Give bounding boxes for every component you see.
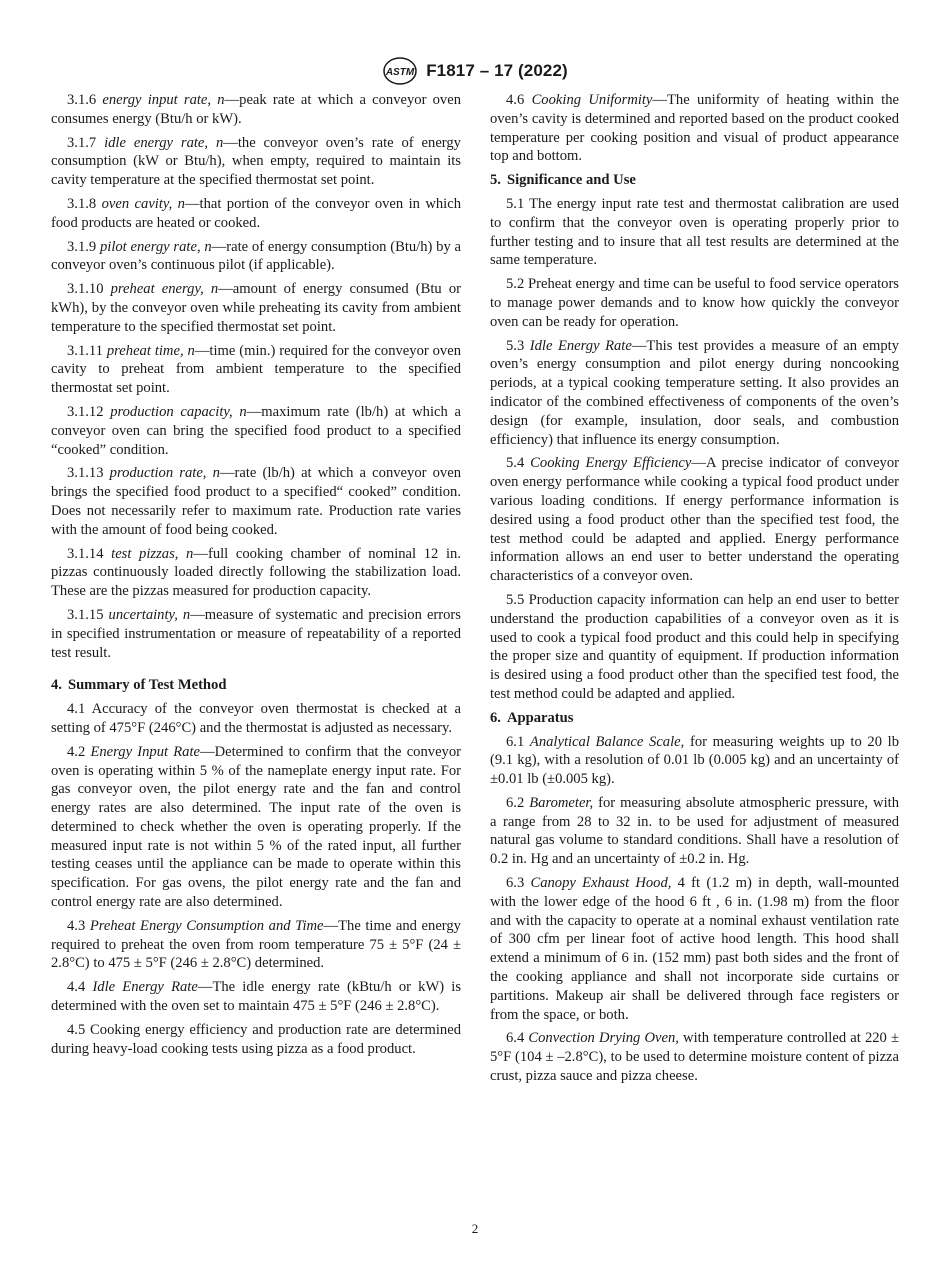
section-6-heading: 6. Apparatus bbox=[490, 709, 574, 726]
paragraph-4-1: 4.1 Accuracy of the conveyor oven thermostat is checked at a setting of 475°F (246°C) and the thermostat is adjusted as necessary. bbox=[51, 701, 462, 736]
definition-3-1-7: 3.1.7 idle energy rate, n—the conveyor oven’s rate of energy consumption (kW or Btu/h), when empty, required to maintain its cavity temperature at the specified thermostat set point. bbox=[51, 134, 461, 189]
page-header bbox=[0, 56, 950, 91]
left-column bbox=[51, 91, 461, 1063]
section-5-heading: 5. Significance and Use bbox=[490, 172, 636, 189]
paragraph-4-2: 4.2 Energy Input Rate—Determined to confirm that the conveyor oven is operating within 5 % of the nameplate energy input rate. For gas conveyor oven, the pilot energy rate and the fan and control energy rates are also determined. The input rate of the oven is determined to check whether the oven is operating properly. If the measured input rate is not within 5 % of the rated input, all further testing ceases until the appliance can be made to operate within this specification. For gas ovens, the pilot energy rate and the fan and control energy rate are also determined. bbox=[51, 743, 461, 911]
paragraph-6-2: 6.2 Barometer, for measuring absolute atmospheric pressure, with a range from 28 to 32 in. to be used for adjustment of measured natural gas volume to standard conditions. Shall have a resolution of 0.2 in. Hg and an uncertainty of ±0.2 in. Hg. bbox=[490, 794, 899, 868]
definition-3-1-9: 3.1.9 pilot energy rate, n—rate of energy consumption (Btu/h) by a conveyor oven’s continuous pilot (if applicable). bbox=[51, 238, 461, 274]
paragraph-4-6: 4.6 Cooking Uniformity—The uniformity of heating within the oven’s cavity is determined and reported based on the product cooked temperature per cooking position and visual of product appearance top and bottom. bbox=[490, 92, 899, 165]
definition-3-1-8: 3.1.8 oven cavity, n—that portion of the conveyor oven in which food products are heated or cooked. bbox=[51, 195, 462, 231]
paragraph-6-1: 6.1 Analytical Balance Scale, for measuring weights up to 20 lb (9.1 kg), with a resolution of 0.01 lb (0.005 kg) and an uncertainty of ±0.01 lb (±0.005 kg). bbox=[490, 733, 900, 788]
definition-3-1-14: 3.1.14 test pizzas, n—full cooking chamber of nominal 12 in. pizzas continuously loaded directly following the stabilization load. These are the pizzas measured for production capacity. bbox=[51, 545, 461, 600]
document-id: F1817 – 17 (2022) bbox=[426, 61, 568, 80]
paragraph-5-3: 5.3 Idle Energy Rate—This test provides a measure of an empty oven’s energy consumption and pilot energy during noncooking periods, at a typical cooking temperature setting. It also provides an indicator of the combined effectiveness of components of the oven’s design (for example, insulation, door seals, and combustion efficiency) that influence its energy consumption. bbox=[490, 337, 899, 448]
section-4-heading: 4. Summary of Test Method bbox=[51, 677, 227, 694]
definition-3-1-13: 3.1.13 production rate, n—rate (lb/h) at which a conveyor oven brings the specified food product to a specified“ cooked” condition. Does not necessarily refer to maximum rate. Production rate varies with the amount of food being cooked. bbox=[51, 465, 461, 538]
paragraph-5-4: 5.4 Cooking Energy Efficiency—A precise indicator of conveyor oven energy performance while cooking a typical food product under various loading conditions. If energy performance information is desired using a food product other than the specified test food, the test method could be adapted and applied. Energy performance information allows an end user to better understand the operating characteristics of a conveyor oven. bbox=[490, 455, 899, 585]
paragraph-5-1: 5.1 The energy input rate test and thermostat calibration are used to confirm that the conveyor oven is operating properly prior to further testing and to insure that all test results are determined at the same temperature. bbox=[490, 195, 899, 269]
definition-3-1-10: 3.1.10 preheat energy, n—amount of energy consumed (Btu or kWh), by the conveyor oven while preheating its cavity from ambient temperature to the specified thermostat set point. bbox=[51, 281, 462, 335]
paragraph-4-3: 4.3 Preheat Energy Consumption and Time—The time and energy required to preheat the oven from room temperature 75 ± 5°F (24 ± 2.8°C) to 475 ± 5°F (246 ± 2.8°C) determined. bbox=[51, 917, 461, 972]
paragraph-6-4: 6.4 Convection Drying Oven, with temperature controlled at 220 ± 5°F (104 ± –2.8°C), to be used to determine moisture content of pizza crust, pizza sauce and pizza cheese. bbox=[490, 1030, 899, 1085]
definition-3-1-12: 3.1.12 production capacity, n—maximum rate (lb/h) at which a conveyor oven can bring the specified food product to a specified “cooked” condition. bbox=[51, 403, 461, 458]
paragraph-5-2: 5.2 Preheat energy and time can be useful to food service operators to manage power demands and to know how quickly the conveyor oven can be ready for operation. bbox=[490, 276, 899, 330]
astm-logo-icon bbox=[382, 56, 418, 86]
definition-3-1-15: 3.1.15 uncertainty, n—measure of systematic and precision errors in specified instrumentation or measure of repeatability of a reported test result. bbox=[51, 606, 461, 661]
definition-3-1-11: 3.1.11 preheat time, n—time (min.) required for the conveyor oven cavity to preheat from ambient temperature to the specified thermostat set point. bbox=[51, 342, 462, 397]
paragraph-4-5: 4.5 Cooking energy efficiency and production rate are determined during heavy-load cooking tests using pizza as a food product. bbox=[51, 1021, 461, 1057]
paragraph-6-3: 6.3 Canopy Exhaust Hood, 4 ft (1.2 m) in depth, wall-mounted with the lower edge of the hood 6 ft , 6 in. (1.98 m) from the floor and with the capacity to operate at a nominal exhaust ventilation rate of 300 cfm per linear foot of active hood length. This hood shall extend a minimum of 6 in. (152 mm) past both sides and the front of the cooking appliance and shall not incorporate side curtains or partitions. Makeup air shall be delivered through face registers or from the space, or both. bbox=[490, 875, 900, 1023]
logo-text: ASTM bbox=[386, 67, 415, 78]
right-column bbox=[490, 91, 899, 1091]
paragraph-5-5: 5.5 Production capacity information can help an end user to better understand the production capabilities of a conveyor oven as it is used to cook a typical food product and this could help in specifying the proper size and quantity of equipment. If production information is desired using a food product other than the specified test food, the test method could be adapted and applied. bbox=[490, 591, 899, 702]
page-number: 2 bbox=[471, 1221, 479, 1236]
paragraph-4-4: 4.4 Idle Energy Rate—The idle energy rate (kBtu/h or kW) is determined with the oven set to maintain 475 ± 5°F (246 ± 2.8°C). bbox=[51, 979, 461, 1015]
definition-3-1-6: 3.1.6 energy input rate, n—peak rate at which a conveyor oven consumes energy (Btu/h or kW). bbox=[51, 92, 461, 127]
